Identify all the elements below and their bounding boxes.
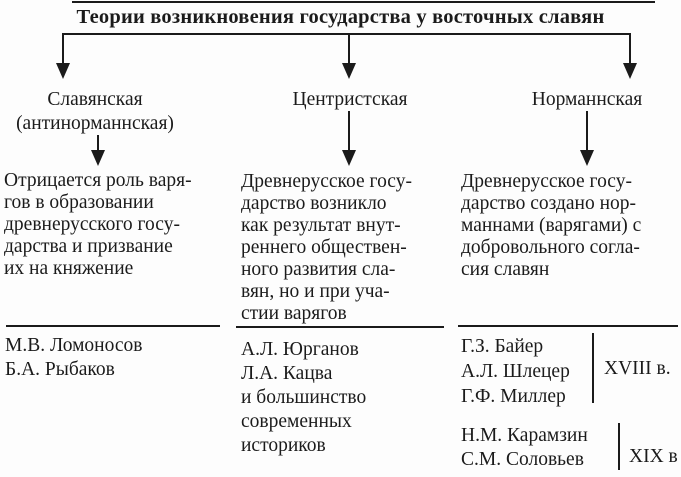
separator-slavic [6, 325, 220, 327]
proponent-name: и большинство [241, 387, 367, 408]
arrow-down-icon [56, 63, 70, 79]
arrow-shaft-norman [586, 111, 588, 152]
proponent-name: современных [241, 411, 352, 432]
period-label: XIX в [629, 446, 678, 467]
description-line: сия славян [461, 259, 550, 280]
proponents-centrist [241, 338, 366, 458]
period-label: XVIII в. [604, 358, 671, 379]
proponent-name: Г.Ф. Миллер [461, 386, 566, 407]
arrow-shaft-left [62, 33, 64, 64]
description-line: гов в образовании [4, 192, 154, 213]
branch-label-line: Норманнская [531, 89, 643, 110]
description-line: ного развития сла- [241, 259, 396, 280]
description-line: вян, но и при уча- [241, 281, 390, 302]
arrow-shaft-right [629, 33, 631, 64]
proponent-name: Г.З. Байер [461, 336, 544, 357]
description-line: реннего обществен- [241, 237, 407, 258]
arrow-shaft-center [348, 33, 350, 64]
arrow-down-icon [91, 150, 105, 166]
proponent-name: А.Л. Шлецер [461, 361, 570, 382]
proponent-name: Л.А. Кацва [241, 363, 333, 384]
description-line: Древнерусское госу- [241, 171, 412, 192]
proponent-name: Б.А. Рыбаков [5, 359, 115, 380]
arrow-shaft-centrist [348, 111, 350, 152]
description-line: маннами (варягами) с [461, 215, 642, 236]
group-brace-line [618, 423, 620, 470]
arrow-down-icon [342, 150, 356, 166]
proponents-norman-18 [461, 334, 570, 409]
branch-label-norman [492, 88, 681, 112]
arrow-down-icon [342, 63, 356, 79]
description-line: Древнерусское госу- [461, 171, 632, 192]
branch-label-line: (антинорманнская) [16, 113, 174, 134]
description-slavic [4, 170, 192, 280]
proponent-name: М.В. Ломоносов [5, 335, 143, 356]
top-rule [72, 1, 655, 3]
diagram-title: Теории возникновения государства у восточных славян [76, 6, 605, 28]
description-line: древнерусского госу- [4, 214, 180, 235]
description-line: дарство создано нор- [461, 193, 637, 214]
description-line: как результат внут- [241, 215, 401, 236]
branch-label-line: Славянская [47, 89, 143, 110]
separator-centrist [236, 326, 444, 328]
description-line: их на княжение [4, 258, 134, 279]
proponent-name: историков [241, 435, 326, 456]
branch-connector-line [63, 33, 631, 35]
proponents-slavic [5, 334, 142, 382]
arrow-down-icon [623, 63, 637, 79]
description-line: добровольного согла- [461, 237, 640, 258]
description-centrist [241, 171, 412, 325]
proponents-norman-19 [461, 424, 588, 472]
branch-label-slavic [0, 88, 190, 136]
description-line: стии варягов [241, 303, 347, 324]
arrow-down-icon [580, 150, 594, 166]
description-line: дарства и призвание [4, 236, 173, 257]
proponent-name: А.Л. Юрганов [241, 339, 359, 360]
description-line: дарство возникло [241, 193, 387, 214]
branch-label-line: Центристская [292, 89, 408, 110]
description-line: Отрицается роль варя- [4, 170, 192, 191]
proponent-name: С.М. Соловьев [461, 449, 584, 470]
separator-norman [458, 325, 678, 327]
description-norman [461, 171, 641, 281]
proponent-name: Н.М. Карамзин [461, 425, 588, 446]
group-brace-line [592, 333, 594, 403]
branch-label-centrist [255, 88, 445, 112]
